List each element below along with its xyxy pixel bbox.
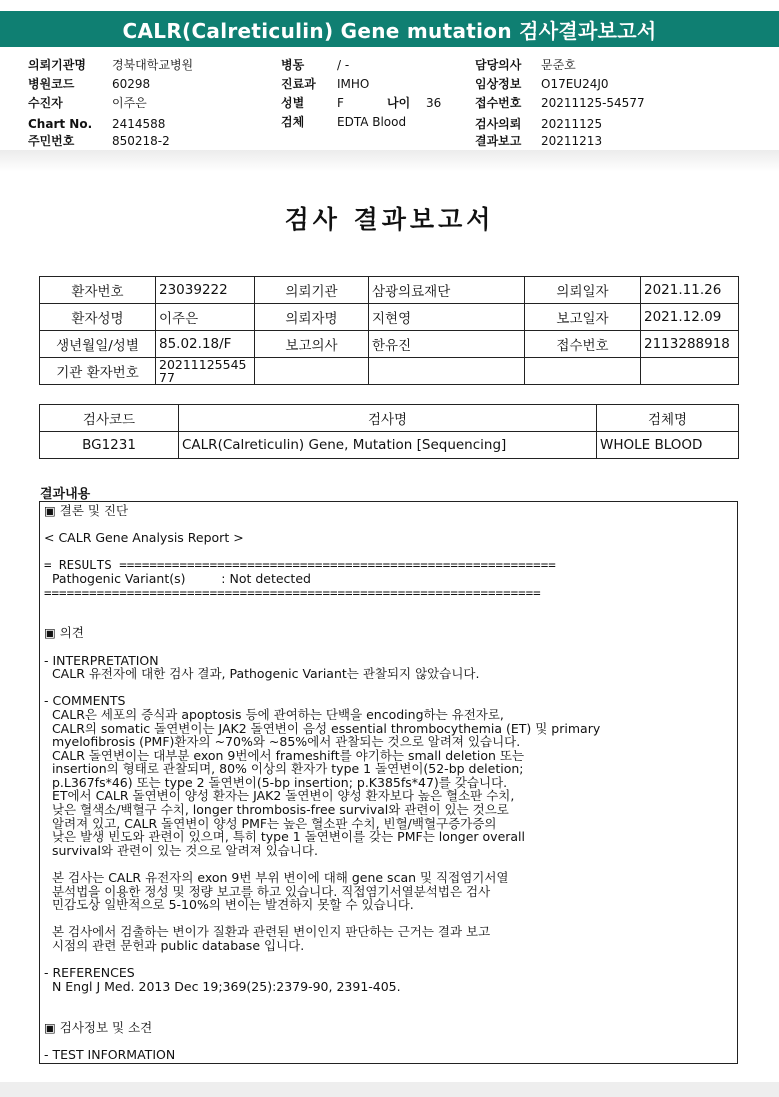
meta-value: 경북대학교병원 bbox=[112, 58, 194, 72]
meta-label: 의뢰기관명 bbox=[28, 58, 86, 72]
meta-value: / - bbox=[337, 58, 350, 72]
result-line bbox=[44, 545, 737, 559]
meta-value: 2414588 bbox=[112, 117, 166, 131]
table-cell: 이주은 bbox=[156, 304, 255, 331]
meta-value: EDTA Blood bbox=[337, 115, 407, 129]
table-header-cell: 의뢰기관 bbox=[255, 277, 369, 304]
meta-value: 문준호 bbox=[541, 58, 576, 72]
patient-meta-block bbox=[0, 55, 779, 165]
meta-value: F bbox=[337, 96, 344, 110]
meta-label: 진료과 bbox=[281, 77, 316, 91]
table-row bbox=[40, 432, 739, 459]
table-header-cell: 검사명 bbox=[179, 405, 597, 432]
meta-value: O17EU24J0 bbox=[541, 77, 609, 91]
meta-label: 결과보고 bbox=[475, 134, 522, 148]
result-line: - TEST INFORMATION bbox=[44, 1046, 176, 1062]
result-line bbox=[44, 613, 737, 627]
table-header-cell: 기관 환자번호 bbox=[40, 358, 156, 385]
meta-label: 수진자 bbox=[28, 96, 63, 110]
page-bottom-shade bbox=[0, 1082, 779, 1097]
table-cell: 2021.12.09 bbox=[641, 304, 739, 331]
result-line: - COMMENTS bbox=[44, 693, 126, 709]
table-cell: 85.02.18/F bbox=[156, 331, 255, 358]
result-line: CALR은 세포의 증식과 apoptosis 등에 관여하는 단백을 encoding하는 유전자로, bbox=[44, 706, 504, 722]
meta-value: 850218-2 bbox=[112, 134, 170, 148]
result-line: Pathogenic Variant(s) : Not detected bbox=[44, 570, 311, 586]
table-header-cell: 보고일자 bbox=[525, 304, 641, 331]
result-line: ================================================================== bbox=[44, 584, 541, 600]
meta-value: 20211125 bbox=[541, 117, 603, 131]
result-line: 낮은 혈색소/백혈구 수치, longer thrombosis-free survival와 관련이 있는 것으로 bbox=[44, 802, 509, 818]
result-line bbox=[44, 1007, 737, 1021]
meta-label: 임상정보 bbox=[475, 77, 522, 91]
result-line: 본 검사에서 검출하는 변이가 질환과 관련된 변이인지 판단하는 근거는 결과 보고 bbox=[44, 924, 491, 940]
result-line: 시점의 관련 문헌과 public database 입니다. bbox=[44, 938, 305, 953]
result-line: ET에서 CALR 돌연변이 양성 환자는 JAK2 돌연변이 양성 환자보다 높은 혈소판 수치, bbox=[44, 788, 515, 804]
meta-value: 20211125-54577 bbox=[541, 96, 645, 110]
result-line: 민감도상 일반적으로 5-10%의 변이는 발견하지 못할 수 있습니다. bbox=[44, 897, 414, 913]
table-header-cell: 의뢰자명 bbox=[255, 304, 369, 331]
result-line: CALR의 somatic 돌연변이는 JAK2 돌연변이 음성 essential thrombocythemia (ET) 및 primary bbox=[44, 720, 601, 736]
result-line: = RESULTS ========================================================== bbox=[44, 557, 556, 573]
result-line: - REFERENCES bbox=[44, 965, 135, 981]
result-content-box bbox=[39, 501, 738, 1064]
meta-value: 60298 bbox=[112, 77, 151, 91]
table-cell: WHOLE BLOOD bbox=[597, 432, 739, 459]
table-header-cell: 접수번호 bbox=[525, 331, 641, 358]
table-cell: 한유진 bbox=[369, 331, 525, 358]
table-row bbox=[40, 331, 739, 358]
table-cell: BG1231 bbox=[40, 432, 179, 459]
meta-value: 이주은 bbox=[112, 96, 147, 110]
table-header-cell: 보고의사 bbox=[255, 331, 369, 358]
result-line: < CALR Gene Analysis Report > bbox=[44, 530, 244, 546]
report-header-bar bbox=[0, 11, 779, 47]
result-line bbox=[44, 993, 737, 1007]
result-line: N Engl J Med. 2013 Dec 19;369(25):2379-90, 2391-405. bbox=[44, 978, 401, 994]
table-cell bbox=[525, 358, 641, 385]
report-title: 검사 결과보고서 bbox=[284, 205, 495, 234]
table-cell: 2021112554577 bbox=[156, 358, 255, 385]
meta-value: IMHO bbox=[337, 77, 370, 91]
meta-value: 20211213 bbox=[541, 134, 603, 148]
result-line bbox=[44, 518, 737, 532]
meta-label: 병동 bbox=[281, 58, 305, 72]
test-info-table bbox=[39, 404, 739, 459]
table-header-cell: 검사코드 bbox=[40, 405, 179, 432]
result-line bbox=[44, 912, 737, 926]
result-line: 낮은 발생 빈도와 관련이 있으며, 특히 type 1 돌연변이를 갖는 PMF는 longer overall bbox=[44, 829, 526, 845]
table-cell: 지현영 bbox=[369, 304, 525, 331]
table-cell: CALR(Calreticulin) Gene, Mutation [Sequencing] bbox=[179, 432, 597, 459]
patient-info-table bbox=[39, 276, 739, 385]
table-header-cell: 환자번호 bbox=[40, 277, 156, 304]
result-line bbox=[44, 681, 737, 695]
table-header-cell: 검체명 bbox=[597, 405, 739, 432]
meta-label-age: 나이 bbox=[387, 96, 411, 110]
result-line bbox=[44, 640, 737, 654]
table-cell: 2021.11.26 bbox=[641, 277, 739, 304]
table-row bbox=[40, 304, 739, 331]
header-divider-shade bbox=[0, 150, 779, 172]
table-cell bbox=[255, 358, 369, 385]
result-line: ▣ 결론 및 진단 bbox=[44, 503, 129, 518]
table-row bbox=[40, 277, 739, 304]
result-line: CALR 돌연변이는 대부분 exon 9번에서 frameshift를 야기하는 small deletion 또는 bbox=[44, 747, 525, 763]
meta-label: 검체 bbox=[281, 115, 305, 129]
result-line: p.L367fs*46) 또는 type 2 돌연변이(5-bp insertion; p.K385fs*47)를 갖습니다. bbox=[44, 774, 508, 790]
result-line: - INTERPRETATION bbox=[44, 652, 159, 668]
result-line: CALR 유전자에 대한 검사 결과, Pathogenic Variant는 관찰되지 않았습니다. bbox=[44, 666, 480, 682]
table-header-cell: 생년월일/성별 bbox=[40, 331, 156, 358]
meta-label: 병원코드 bbox=[28, 77, 75, 91]
result-line: survival와 관련이 있는 것으로 알려져 있습니다. bbox=[44, 842, 318, 858]
meta-label: 담당의사 bbox=[475, 58, 522, 72]
table-cell bbox=[641, 358, 739, 385]
result-line: ▣ 검사정보 및 소견 bbox=[44, 1019, 153, 1035]
result-line bbox=[44, 1034, 737, 1048]
table-cell bbox=[369, 358, 525, 385]
table-header-row bbox=[40, 405, 739, 432]
result-line: 알려져 있고, CALR 돌연변이 양성 PMF는 높은 혈소판 수치, 빈혈/백혈구증가증의 bbox=[44, 815, 497, 831]
table-cell: 삼광의료재단 bbox=[369, 277, 525, 304]
result-line: insertion의 형태로 관찰되며, 80% 이상의 환자가 type 1 돌연변이(52-bp deletion; bbox=[44, 761, 524, 777]
meta-label: 접수번호 bbox=[475, 96, 522, 110]
meta-label: 주민번호 bbox=[28, 134, 75, 148]
meta-label: 성별 bbox=[281, 96, 305, 110]
result-line: 본 검사는 CALR 유전자의 exon 9번 부위 변이에 대해 gene scan 및 직접염기서열 bbox=[44, 870, 509, 886]
meta-label: Chart No. bbox=[28, 117, 93, 131]
result-line: 분석법을 이용한 정성 및 정량 보고를 하고 있습니다. 직접염기서열분석법은 검사 bbox=[44, 883, 491, 899]
result-line bbox=[44, 599, 737, 613]
report-header-title: CALR(Calreticulin) Gene mutation 검사결과보고서 bbox=[122, 18, 657, 43]
table-cell: 2113288918 bbox=[641, 331, 739, 358]
result-line: myelofibrosis (PMF)환자의 ~70%와 ~85%에서 관찰되는 것으로 알려져 있습니다. bbox=[44, 734, 521, 750]
table-cell: 23039222 bbox=[156, 277, 255, 304]
table-header-cell: 환자성명 bbox=[40, 304, 156, 331]
table-header-cell: 의뢰일자 bbox=[525, 277, 641, 304]
result-line bbox=[44, 857, 737, 871]
table-row bbox=[40, 358, 739, 385]
meta-value-age: 36 bbox=[426, 96, 442, 110]
result-heading: 결과내용 bbox=[40, 487, 91, 502]
result-line bbox=[44, 953, 737, 967]
meta-label: 검사의뢰 bbox=[475, 117, 522, 131]
result-line: ▣ 의견 bbox=[44, 625, 84, 641]
